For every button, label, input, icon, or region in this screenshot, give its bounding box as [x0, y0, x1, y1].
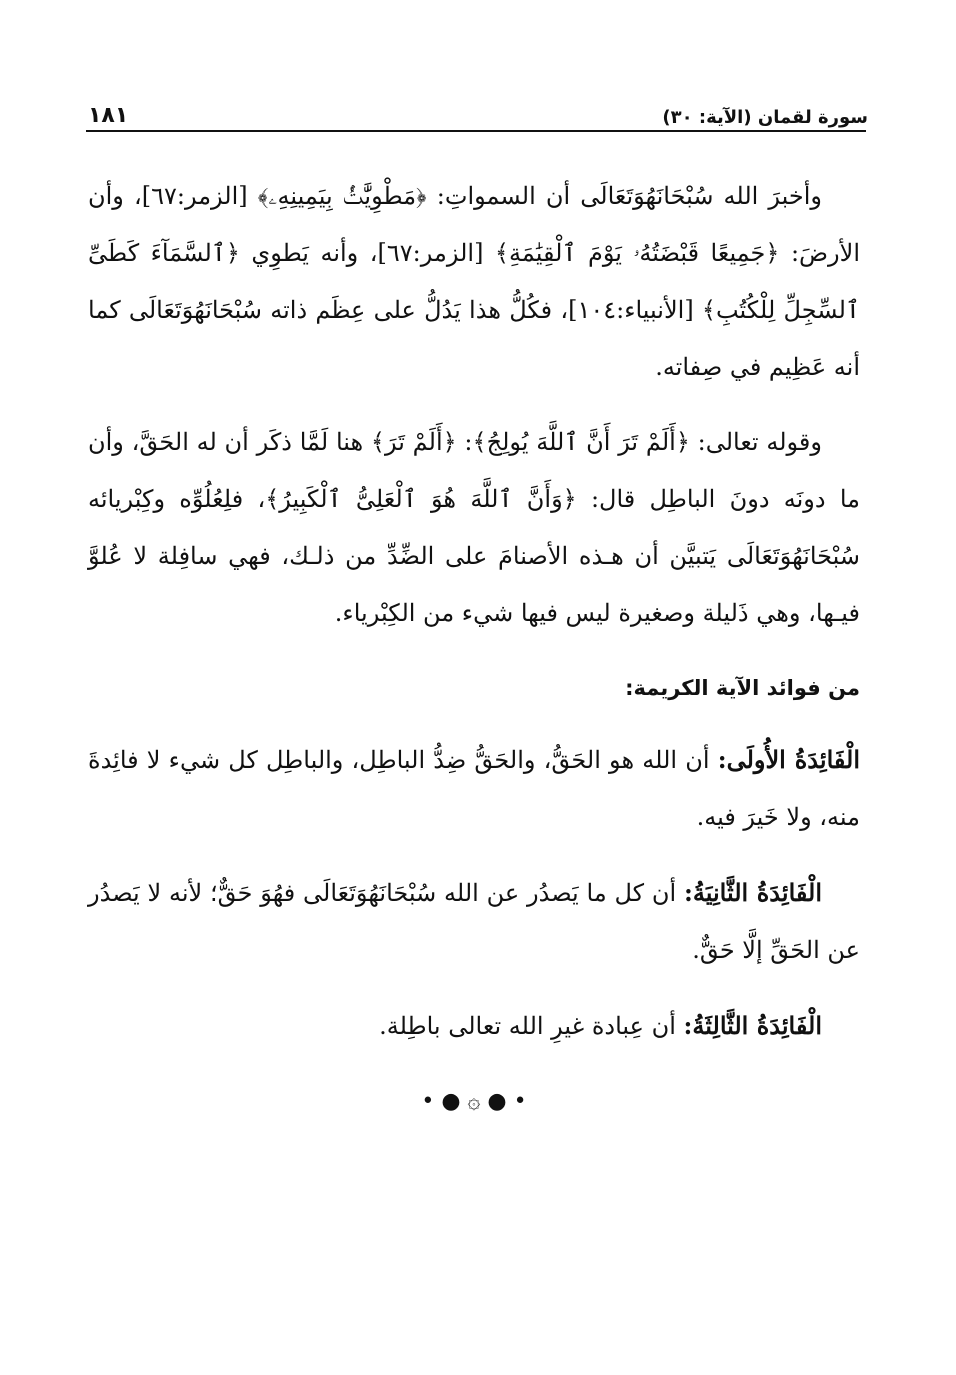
page-number: ١٨١ — [88, 103, 129, 128]
benefit-1-text: أن الله هو الحَقُّ، والحَقُّ ضِدُّ الباطِل، والباطِل كل شيء لا فائِدةَ منه، ولا خَيرَ فيه. — [88, 746, 860, 831]
benefit-3 — [88, 997, 860, 1055]
paragraph-1: وأخبرَ الله سُبْحَانَهُوَتَعَالَى أن السمواتِ: ﴿مَطْوِيَّٰتُۢ بِيَمِينِهِۦ﴾ [الزمر:٦٧]، وأن الأرضَ: ﴿جَمِيعًا قَبْضَتُهُۥ يَوْمَ ٱلْقِيَٰمَةِ﴾ [الزمر:٦٧]، وأنه يَطوِي ﴿ٱلسَّمَآءَ كَطَىِّ ٱلسِّجِلِّ لِلْكُتُبِ﴾ [الأنبياء:١٠٤]، فكُلُّ هذا يَدُلُّ على عِظَم ذاته سُبْحَانَهُوَتَعَالَى كما أنه عَظِيم في صِفاته. — [88, 182, 860, 381]
page-body — [88, 168, 860, 1130]
benefit-3-label: الْفَائِدَةُ الثَّالِثَةُ: — [683, 1011, 822, 1040]
header-rule — [86, 130, 866, 132]
page-header — [88, 96, 868, 128]
benefit-1-label: الْفَائِدَةُ الأُولَى: — [717, 745, 861, 774]
paragraph-2: وقوله تعالى: ﴿أَلَمْ تَرَ أَنَّ ٱللَّهَ يُولِجُ﴾: ﴿أَلَمْ تَرَ﴾ هنا لَمَّا ذكَر أن له الحَقَّ، وأن ما دونَه دونَ الباطِل قال: ﴿وَأَنَّ ٱللَّهَ هُوَ ٱلْعَلِىُّ ٱلْكَبِيرُ﴾، فلِعُلُوِّه وكِبْريائه سُبْحَانَهُوَتَعَالَى يَتبيَّن أن هـذه الأصنامَ على الضِّدِّ من ذلـك، فهي سافِلة لا عُلوَّ فيـها، وهي ذَليلة وصغيرة ليس فيها شيء من الكِبْرياء. — [88, 428, 860, 627]
benefit-2-label: الْفَائِدَةُ الثَّانِيَةُ: — [684, 878, 823, 907]
end-ornament: • ● ۞ ● • — [421, 1089, 527, 1114]
benefit-2 — [88, 864, 860, 979]
benefit-3-text: أن عِبادة غيرِ الله تعالى باطِلة. — [379, 1012, 684, 1040]
benefit-1 — [88, 731, 860, 846]
surah-title: سورة لقمان (الآية: ٣٠) — [662, 107, 868, 128]
benefit-2-text: أن كل ما يَصدُر عن الله سُبْحَانَهُوَتَعَالَى فهُوَ حَقٌّ؛ لأنه لا يَصدُر عن الحَقِّ إلَّا حَقٌّ. — [88, 879, 860, 964]
section-heading: من فوائد الآية الكريمة: — [625, 676, 860, 700]
